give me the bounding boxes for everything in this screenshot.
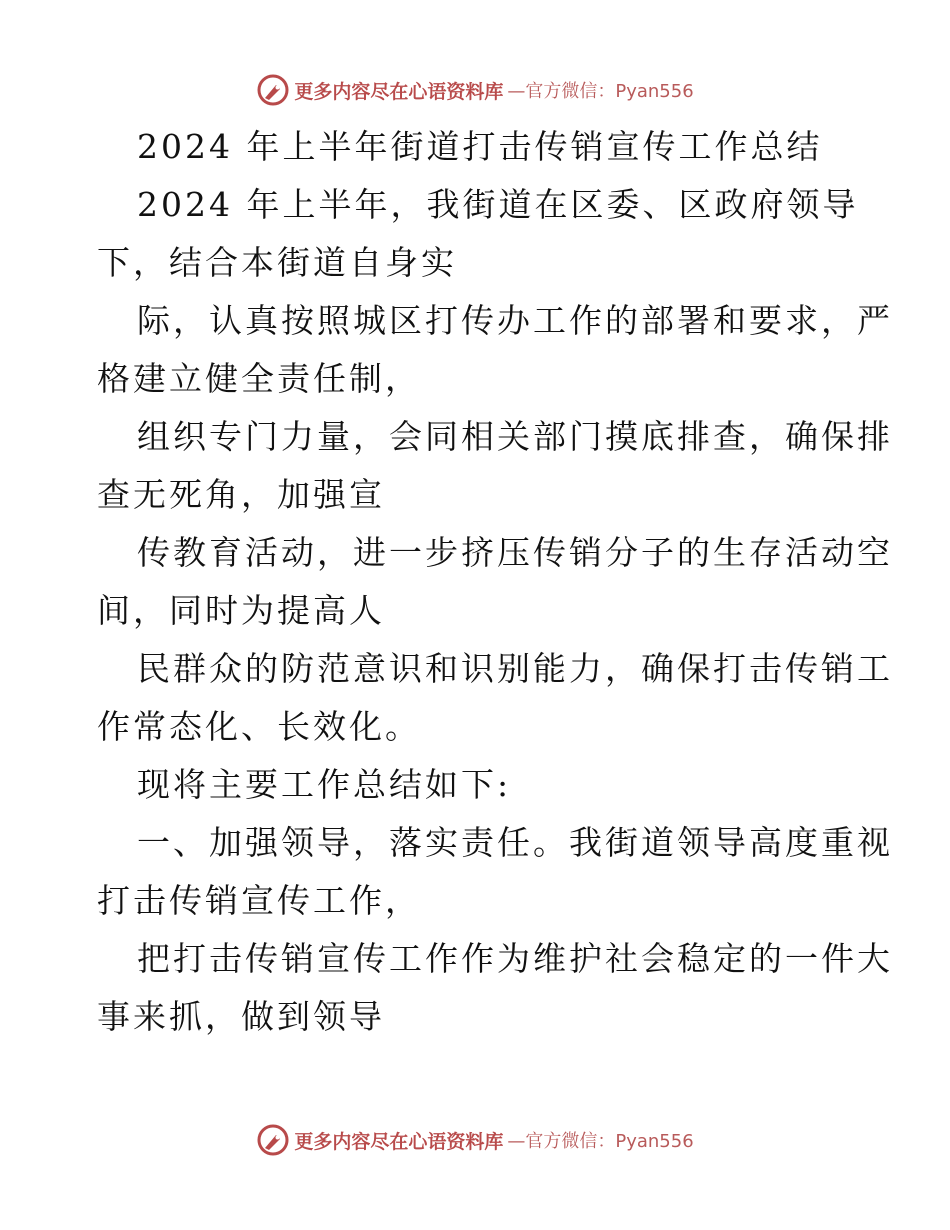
footer-watermark-banner	[0, 1120, 950, 1160]
paragraph-line: 现将主要工作总结如下:	[137, 765, 512, 804]
pen-nib-logo-icon	[256, 73, 290, 107]
paragraph-line: 事来抓，做到领导	[97, 997, 385, 1036]
paragraph-line: 际，认真按照城区打传办工作的部署和要求，严	[137, 301, 893, 340]
paragraph-line: 格建立健全责任制，	[97, 359, 421, 398]
paragraph-line: 查无死角，加强宣	[97, 475, 385, 514]
paragraph-line: 间，同时为提高人	[97, 591, 385, 630]
document-title: 2024 年上半年街道打击传销宣传工作总结	[137, 127, 823, 166]
paragraph-line: 组织专门力量，会同相关部门摸底排查，确保排	[137, 417, 893, 456]
paragraph-line: 打击传销宣传工作，	[97, 881, 421, 920]
watermark-site-text: 更多内容尽在心语资料库	[294, 1130, 504, 1153]
watermark-contact-text: —官方微信：Pyan556	[507, 1131, 694, 1152]
watermark-site-text: 更多内容尽在心语资料库	[294, 80, 504, 103]
header-watermark-banner	[0, 70, 950, 110]
pen-nib-logo-icon	[256, 1123, 290, 1157]
paragraph-line: 把打击传销宣传工作作为维护社会稳定的一件大	[137, 939, 893, 978]
watermark-contact-text: —官方微信：Pyan556	[507, 81, 694, 102]
paragraph-line: 2024 年上半年，我街道在区委、区政府领导	[137, 185, 859, 224]
paragraph-line: 一、加强领导，落实责任。我街道领导高度重视	[137, 823, 893, 862]
paragraph-line: 下，结合本街道自身实	[97, 243, 457, 282]
paragraph-line: 作常态化、长效化。	[97, 707, 421, 746]
paragraph-line: 传教育活动，进一步挤压传销分子的生存活动空	[137, 533, 893, 572]
document-body	[97, 118, 893, 1046]
paragraph-line: 民群众的防范意识和识别能力，确保打击传销工	[137, 649, 893, 688]
